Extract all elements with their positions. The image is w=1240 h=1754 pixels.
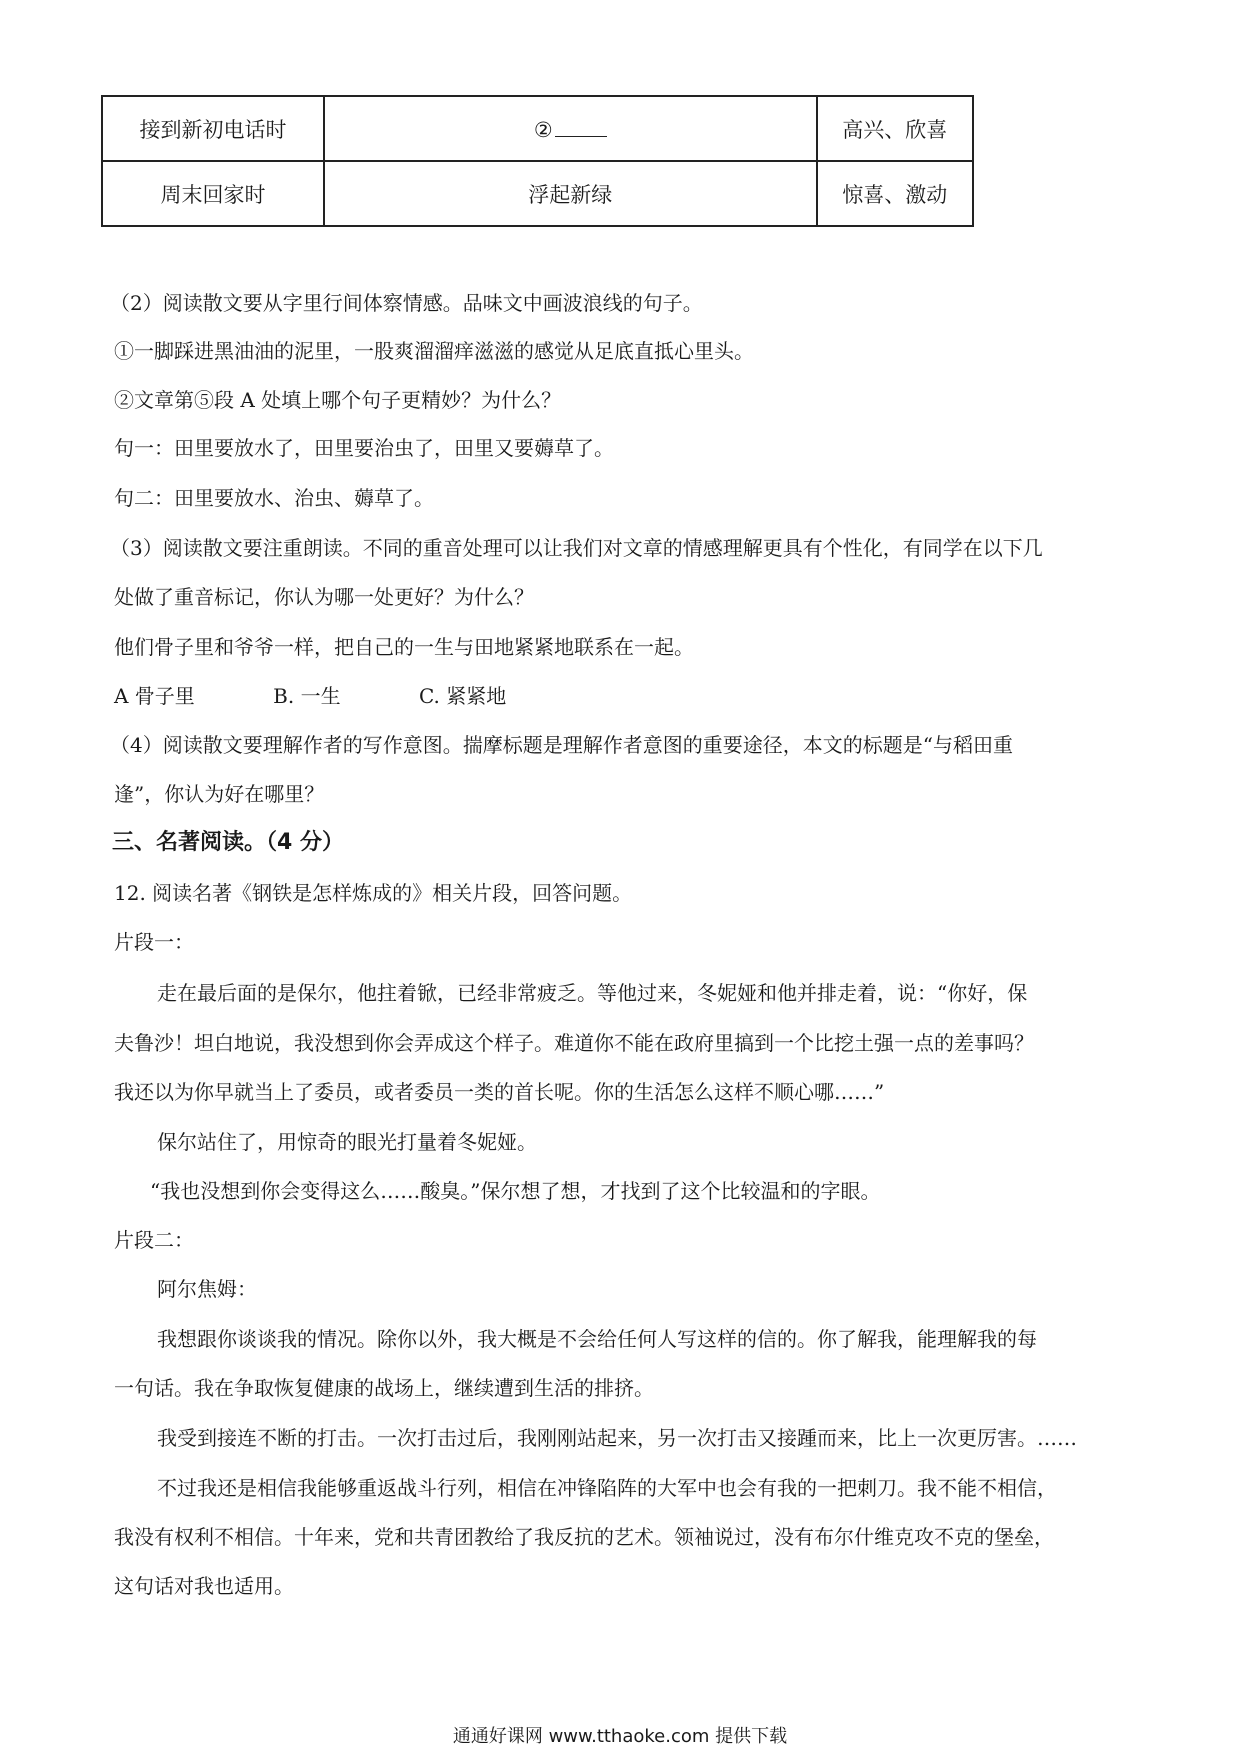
question-4-line-1: （4）阅读散文要理解作者的写作意图。揣摩标题是理解作者意图的重要途径，本文的标题是“与稻田重 — [110, 733, 1013, 757]
table-cell-time: 周末回家时 — [102, 161, 324, 226]
section-3-heading: 三、名著阅读。（4 分） — [112, 830, 344, 855]
fragment-2-paragraph-1-line-1: 我想跟你谈谈我的情况。除你以外，我大概是不会给任何人写这样的信的。你了解我，能理解我的每 — [157, 1327, 1037, 1351]
fragment-2-paragraph-2: 我受到接连不断的打击。一次打击过后，我刚刚站起来，另一次打击又接踵而来，比上一次更厉害。…… — [157, 1426, 1077, 1450]
question-3-intro-line-1: （3）阅读散文要注重朗读。不同的重音处理可以让我们对文章的情感理解更具有个性化，有同学在以下几 — [110, 536, 1043, 560]
fill-blank-line — [555, 116, 607, 137]
fragment-1-paragraph-1-line-3: 我还以为你早就当上了委员，或者委员一类的首长呢。你的生活怎么这样不顺心哪……” — [114, 1080, 885, 1104]
fragment-1-paragraph-2: 保尔站住了，用惊奇的眼光打量着冬妮娅。 — [157, 1130, 537, 1154]
table-cell-emotion: 惊喜、激动 — [817, 161, 973, 226]
option-a: A 骨子里 — [114, 684, 195, 708]
table-cell-time: 接到新初电话时 — [102, 96, 324, 161]
sentence-option-2: 句二：田里要放水、治虫、薅草了。 — [114, 486, 434, 510]
fragment-1-paragraph-1-line-1: 走在最后面的是保尔，他拄着锨，已经非常疲乏。等他过来，冬妮娅和他并排走着，说：“你好，保 — [157, 981, 1028, 1005]
table-cell-answer-blank — [324, 96, 817, 161]
fragment-2-paragraph-1-line-2: 一句话。我在争取恢复健康的战场上，继续遭到生活的排挤。 — [114, 1376, 654, 1400]
blank-number: ② — [533, 117, 553, 142]
fragment-1-label: 片段一： — [114, 930, 194, 954]
fragment-1-paragraph-1-line-2: 夫鲁沙！坦白地说，我没想到你会弄成这个样子。难道你不能在政府里搞到一个比挖土强一点的差事吗？ — [114, 1031, 1034, 1055]
sentence-option-1: 句一：田里要放水了，田里要治虫了，田里又要薅草了。 — [114, 436, 614, 460]
table-row — [102, 96, 973, 161]
question-2-item-1: ①一脚踩进黑油油的泥里，一股爽溜溜痒滋滋的感觉从足底直抵心里头。 — [114, 339, 754, 363]
fragment-2-paragraph-3-line-1: 不过我还是相信我能够重返战斗行列，相信在冲锋陷阵的大军中也会有我的一把刺刀。我不能不相信， — [157, 1476, 1057, 1500]
question-3-sentence: 他们骨子里和爷爷一样，把自己的一生与田地紧紧地联系在一起。 — [114, 635, 694, 659]
option-b: B. 一生 — [273, 684, 341, 708]
question-4-line-2: 逢”，你认为好在哪里？ — [114, 782, 325, 806]
question-2-intro: （2）阅读散文要从字里行间体察情感。品味文中画波浪线的句子。 — [110, 291, 703, 315]
fragment-2-salutation: 阿尔焦姆： — [157, 1277, 257, 1301]
table-cell-scene: 浮起新绿 — [324, 161, 817, 226]
option-c: C. 紧紧地 — [418, 684, 507, 708]
fragment-2-paragraph-3-line-3: 这句话对我也适用。 — [114, 1574, 294, 1598]
table-row — [102, 161, 973, 226]
table-cell-emotion: 高兴、欣喜 — [817, 96, 973, 161]
fragment-2-paragraph-3-line-2: 我没有权利不相信。十年来，党和共青团教给了我反抗的艺术。领袖说过，没有布尔什维克攻不克的堡垒， — [114, 1525, 1054, 1549]
fragment-2-label: 片段二： — [114, 1228, 194, 1252]
question-3-intro-line-2: 处做了重音标记，你认为哪一处更好？为什么？ — [114, 585, 534, 609]
emotion-table — [101, 95, 974, 227]
question-3-options — [114, 682, 1134, 710]
question-12: 12. 阅读名著《钢铁是怎样炼成的》相关片段，回答问题。 — [114, 881, 633, 905]
page-footer: 通通好课网 www.tthaoke.com 提供下载 — [452, 1726, 788, 1747]
question-2-item-2: ②文章第⑤段 A 处填上哪个句子更精妙？为什么？ — [114, 388, 562, 412]
fragment-1-paragraph-3: “我也没想到你会变得这么……酸臭。”保尔想了想，才找到了这个比较温和的字眼。 — [150, 1179, 881, 1203]
